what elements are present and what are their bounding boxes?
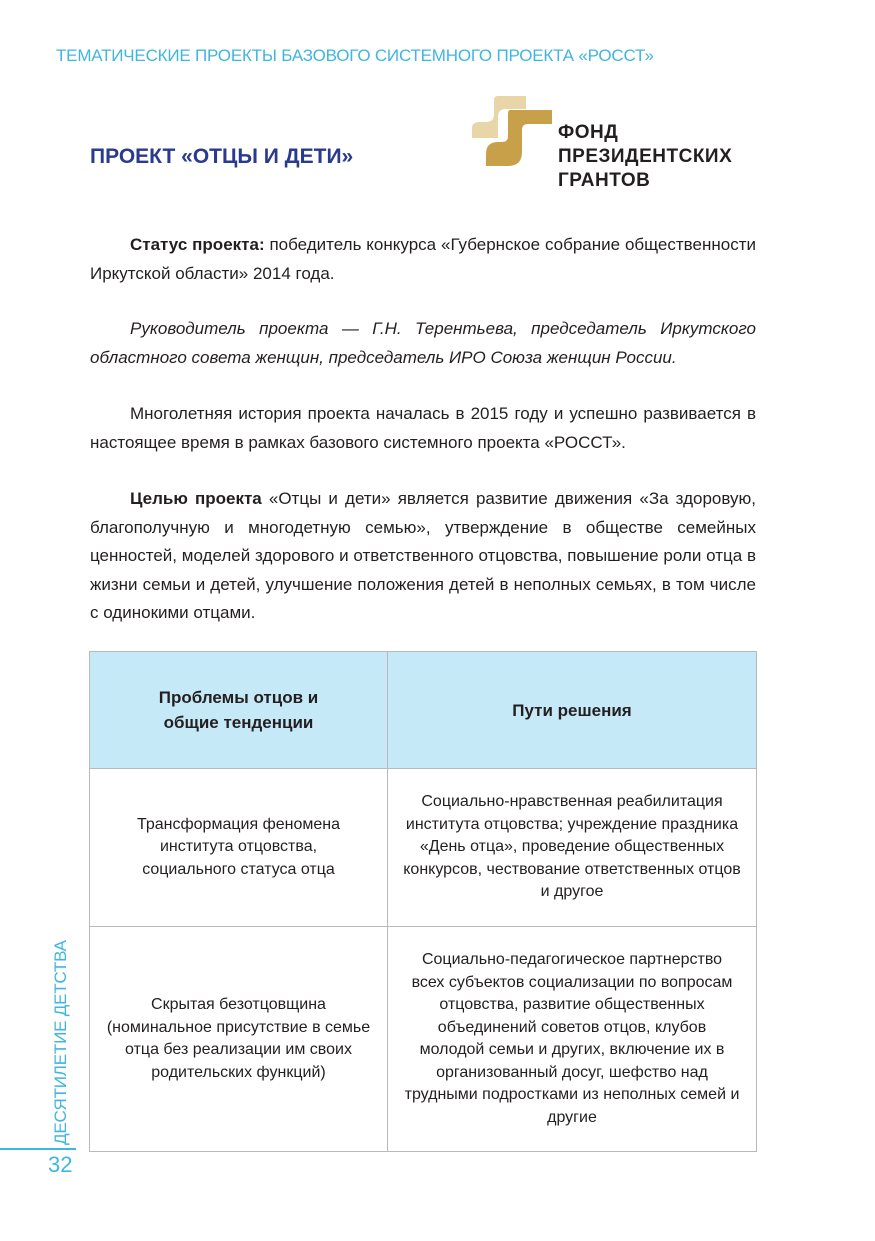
- status-text: победитель конкурса «Губернское собрание общественности Иркутской области» 2014 года.: [90, 235, 756, 283]
- running-head: ТЕМАТИЧЕСКИЕ ПРОЕКТЫ БАЗОВОГО СИСТЕМНОГО ПРОЕКТА «РОССТ»: [56, 46, 654, 65]
- logo-wordmark: [558, 121, 732, 193]
- project-title: ПРОЕКТ «ОТЦЫ И ДЕТИ»: [90, 145, 354, 168]
- logo-line: ГРАНТОВ: [558, 170, 651, 191]
- table-row: [90, 927, 757, 1152]
- fund-emblem-icon: [472, 96, 556, 168]
- header-text: Проблемы отцов и общие тенденции: [158, 688, 319, 732]
- history-text: Многолетняя история проекта началась в 2015 году и успешно развивается в настоящее время в рамках базового системного проекта «РОССТ».: [90, 404, 756, 452]
- cell-text: Трансформация феномена института отцовства, социального статуса отца: [136, 815, 340, 878]
- logo-line: ФОНД: [558, 122, 619, 143]
- goal-paragraph: [90, 485, 756, 628]
- column-header-problems: [90, 652, 388, 769]
- problems-solutions-table: [89, 651, 757, 1152]
- table-cell: [388, 769, 757, 927]
- sidebar-series-label: ДЕСЯТИЛЕТИЕ ДЕТСТВА: [51, 940, 70, 1145]
- status-label: Статус проекта:: [130, 235, 265, 254]
- table-row: [90, 769, 757, 927]
- page-divider-line: [0, 1148, 76, 1150]
- table-cell: [388, 927, 757, 1152]
- history-paragraph: [90, 400, 756, 457]
- column-header-solutions: Пути решения: [388, 652, 757, 769]
- logo-line: ПРЕЗИДЕНТСКИХ: [558, 146, 733, 167]
- leader-text: Руководитель проекта — Г.Н. Терентьева, председатель Иркутского областного совета женщин, председатель ИРО Союза женщин России.: [90, 319, 756, 367]
- leader-paragraph: [90, 315, 756, 372]
- goal-label: Целью проекта: [130, 489, 262, 508]
- table-cell: [90, 927, 388, 1152]
- cell-text: Социально-нравственная реабилитация института отцовства; учреждение праздника «День отца», проведение общественных конкурсов, чествование ответственных отцов и другое: [403, 793, 741, 901]
- page-number: 32: [48, 1152, 73, 1177]
- cell-text: Скрытая безотцовщина (номинальное присутствие в семье отца без реализации им своих родительских функций): [106, 996, 371, 1081]
- cell-text: Социально-педагогическое партнерство всех субъектов социализации по вопросам отцовства, развитие общественных объединений советов отцов, клубов молодой семьи и других, включение их в организованный досуг, шефство над трудными подростками из неполных семей и другие: [404, 951, 740, 1126]
- table-cell: [90, 769, 388, 927]
- status-paragraph: [90, 231, 756, 288]
- goal-text: «Отцы и дети» является развитие движения «За здоровую, благополучную и многодетную семью», утверждение в обществе семейных ценностей, моделей здорового и ответственного отцовства, повышение роли отца в жизни семьи и детей, улучшение положения детей в неполных семьях, в том числе с одинокими отцами.: [90, 489, 756, 622]
- table-header-row: [90, 652, 757, 769]
- presidential-grants-fund-logo: [472, 96, 762, 196]
